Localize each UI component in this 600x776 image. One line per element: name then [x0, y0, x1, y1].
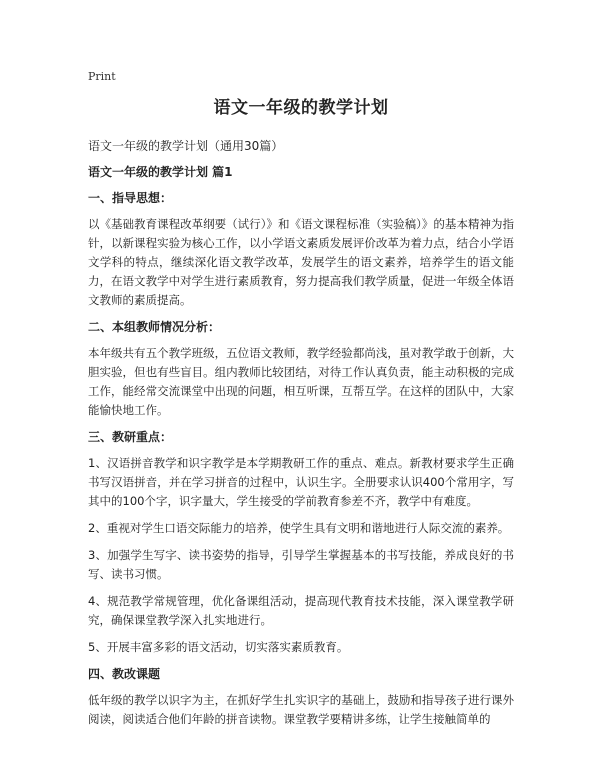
section-paragraph: 1、汉语拼音教学和识字教学是本学期教研工作的重点、难点。新教材要求学生正确书写汉语拼音，并在学习拼音的过程中，认识生字。全册要求认识400个常用字，写其中的100个字，识字量大，学生接受的学前教育参差不齐，教学中有难度。 [88, 456, 514, 508]
section-paragraph: 4、规范教学常规管理，优化备课组活动，提高现代教育技术技能，深入课堂教学研究，确保课堂教学深入扎实地进行。 [88, 594, 514, 627]
section-paragraph: 3、加强学生写字、读书姿势的指导，引导学生掌握基本的书写技能，养成良好的书写、读书习惯。 [88, 548, 514, 581]
document-content [88, 96, 514, 737]
section-paragraph: 5、开展丰富多彩的语文活动，切实落实素质教育。 [88, 640, 349, 654]
page-title: 语文一年级的教学计划 [213, 98, 389, 118]
section-heading: 四、教改课题 [88, 667, 161, 681]
section-paragraph: 低年级的教学以识字为主，在抓好学生扎实识字的基础上，鼓励和指导孩子进行课外阅读，阅读适合他们年龄的拼音读物。课堂教学要精讲多练，让学生接触简单的 [88, 693, 514, 726]
document-subtitle: 语文一年级的教学计划（通用30篇） [88, 139, 284, 153]
section-paragraph: 本年级共有五个教学班级，五位语文教师，教学经验都尚浅，虽对教学敢于创新，大胆实验，但也有些盲目。组内教师比较团结，对待工作认真负责，能主动积极的完成工作，能经常交流课堂中出现的问题，相互听课，互帮互学。在这样的团队中，大家能愉快地工作。 [88, 346, 514, 417]
section-heading: 一、指导思想： [88, 191, 173, 205]
section-heading: 三、教研重点： [88, 430, 173, 444]
print-link[interactable]: Print [88, 70, 116, 83]
section-paragraph: 2、重视对学生口语交际能力的培养，使学生具有文明和谐地进行人际交流的素养。 [88, 521, 510, 535]
section-paragraph: 以《基础教育课程改革纲要（试行）》和《语文课程标准（实验稿）》的基本精神为指针，以新课程实验为核心工作，以小学语文素质发展评价改革为着力点，结合小学语文学科的特点，继续深化语文教学改革，发展学生的语文素养，培养学生的语文能力，在语文教学中对学生进行素质教育，努力提高我们教学质量，促进一年级全体语文教师的素质提高。 [88, 217, 514, 307]
piece-title: 语文一年级的教学计划 篇1 [88, 165, 233, 179]
section-heading: 二、本组教师情况分析： [88, 320, 221, 334]
